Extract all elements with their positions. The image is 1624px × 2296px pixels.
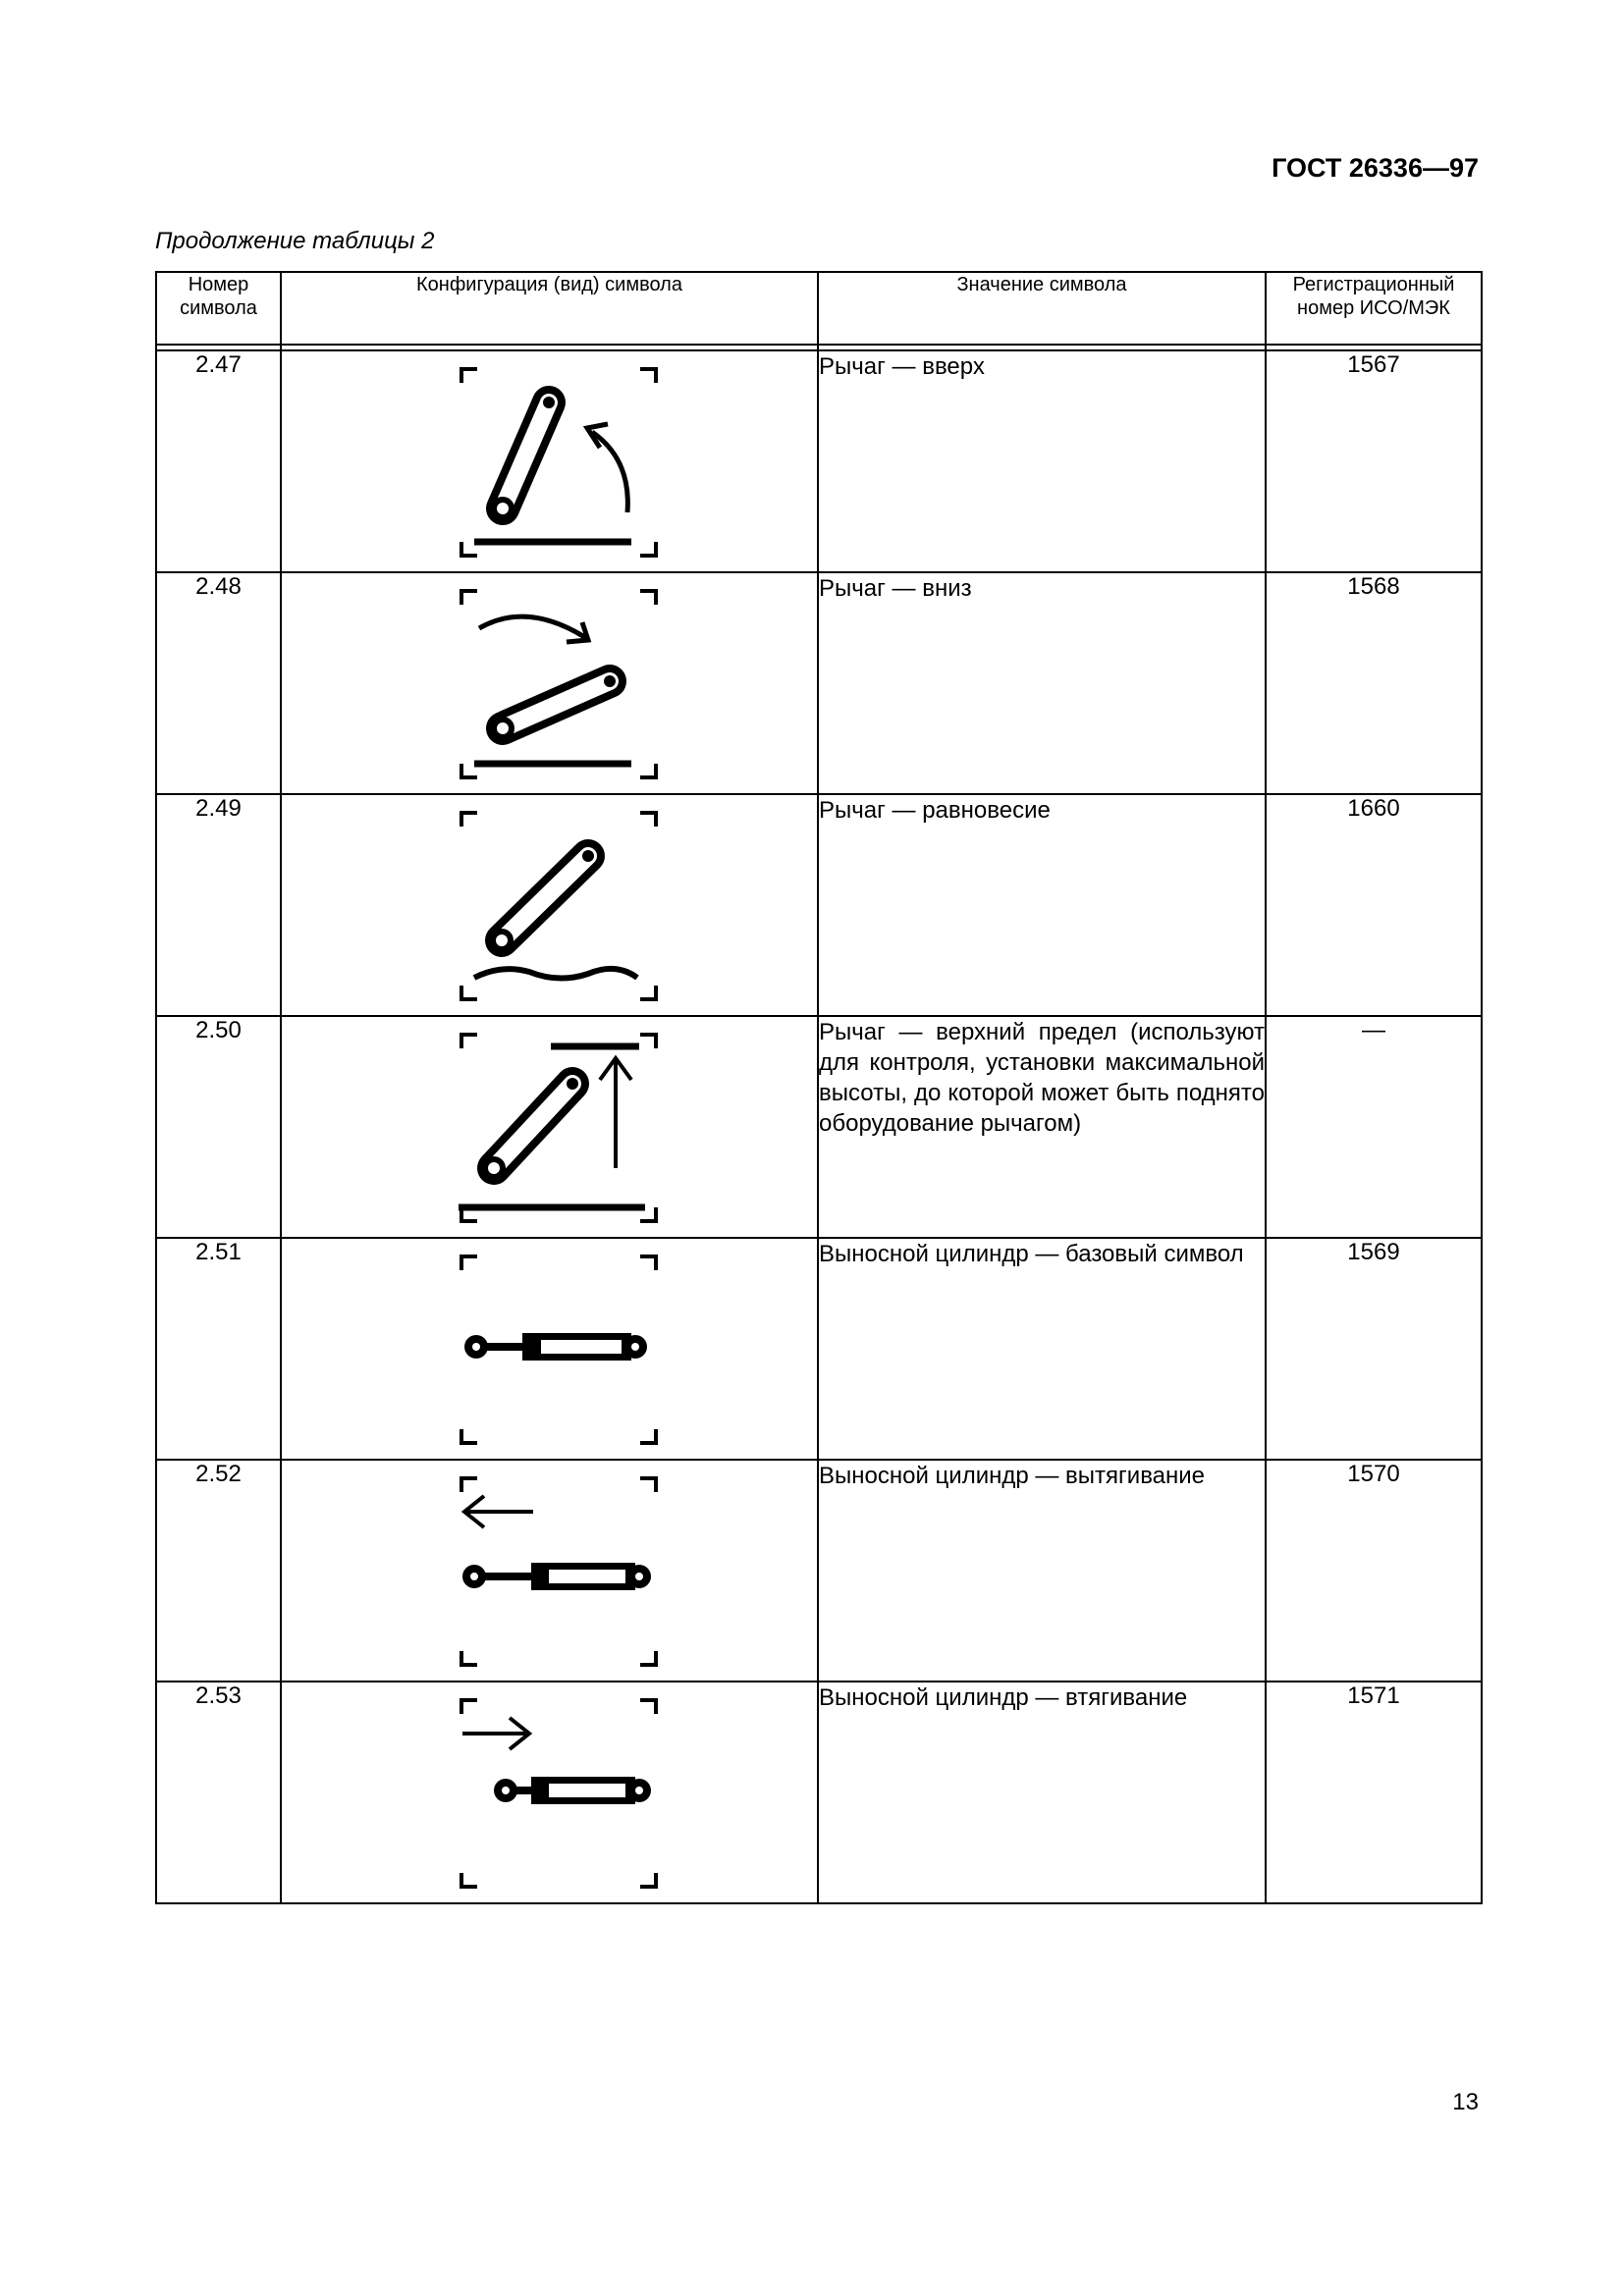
table-row — [156, 572, 1482, 794]
column-header-registration: Регистрационный номер ИСО/МЭК — [1266, 272, 1482, 345]
symbol-meaning: Рычаг — равновесие — [818, 794, 1266, 1016]
symbol-picture — [281, 1016, 818, 1238]
lever-upper-limit-icon — [282, 1017, 819, 1237]
symbol-number: 2.47 — [156, 350, 281, 572]
registration-number: 1567 — [1266, 350, 1482, 572]
symbol-meaning: Рычаг — вниз — [818, 572, 1266, 794]
symbol-picture — [281, 572, 818, 794]
symbol-picture — [281, 794, 818, 1016]
registration-number: 1571 — [1266, 1682, 1482, 1903]
cylinder-basic-icon — [282, 1239, 819, 1459]
symbol-picture — [281, 1460, 818, 1682]
symbol-number: 2.48 — [156, 572, 281, 794]
table-row — [156, 1682, 1482, 1903]
registration-number: 1568 — [1266, 572, 1482, 794]
lever-float-icon — [282, 795, 819, 1015]
symbol-meaning: Выносной цилиндр — втягивание — [818, 1682, 1266, 1903]
symbol-number: 2.51 — [156, 1238, 281, 1460]
symbol-number: 2.50 — [156, 1016, 281, 1238]
symbol-meaning: Выносной цилиндр — базовый символ — [818, 1238, 1266, 1460]
cylinder-retract-icon — [282, 1682, 819, 1902]
registration-number: 1660 — [1266, 794, 1482, 1016]
table-row — [156, 1238, 1482, 1460]
column-header-configuration: Конфигурация (вид) символа — [281, 272, 818, 345]
registration-number: 1569 — [1266, 1238, 1482, 1460]
registration-number: 1570 — [1266, 1460, 1482, 1682]
column-header-meaning: Значение символа — [818, 272, 1266, 345]
symbol-picture — [281, 350, 818, 572]
symbol-meaning: Рычаг — вверх — [818, 350, 1266, 572]
symbol-number: 2.49 — [156, 794, 281, 1016]
page-number: 13 — [1452, 2089, 1479, 2115]
lever-up-icon — [282, 351, 819, 571]
symbol-picture — [281, 1238, 818, 1460]
column-header-number: Номер символа — [156, 272, 281, 345]
symbols-table — [155, 271, 1483, 1904]
document-id: ГОСТ 26336—97 — [1272, 153, 1479, 183]
table-caption: Продолжение таблицы 2 — [155, 228, 435, 254]
symbol-number: 2.53 — [156, 1682, 281, 1903]
symbol-meaning: Выносной цилиндр — вытягивание — [818, 1460, 1266, 1682]
cylinder-extend-icon — [282, 1461, 819, 1681]
table-row — [156, 1460, 1482, 1682]
table-header-row — [156, 272, 1482, 345]
symbol-meaning: Рычаг — верхний предел (используют для контроля, установки максимальной высоты, до которой может быть поднято оборудование рычагом) — [818, 1016, 1266, 1238]
symbol-picture — [281, 1682, 818, 1903]
registration-number: — — [1266, 1016, 1482, 1238]
table-row — [156, 350, 1482, 572]
lever-down-icon — [282, 573, 819, 793]
table-row — [156, 794, 1482, 1016]
table-row — [156, 1016, 1482, 1238]
symbol-number: 2.52 — [156, 1460, 281, 1682]
